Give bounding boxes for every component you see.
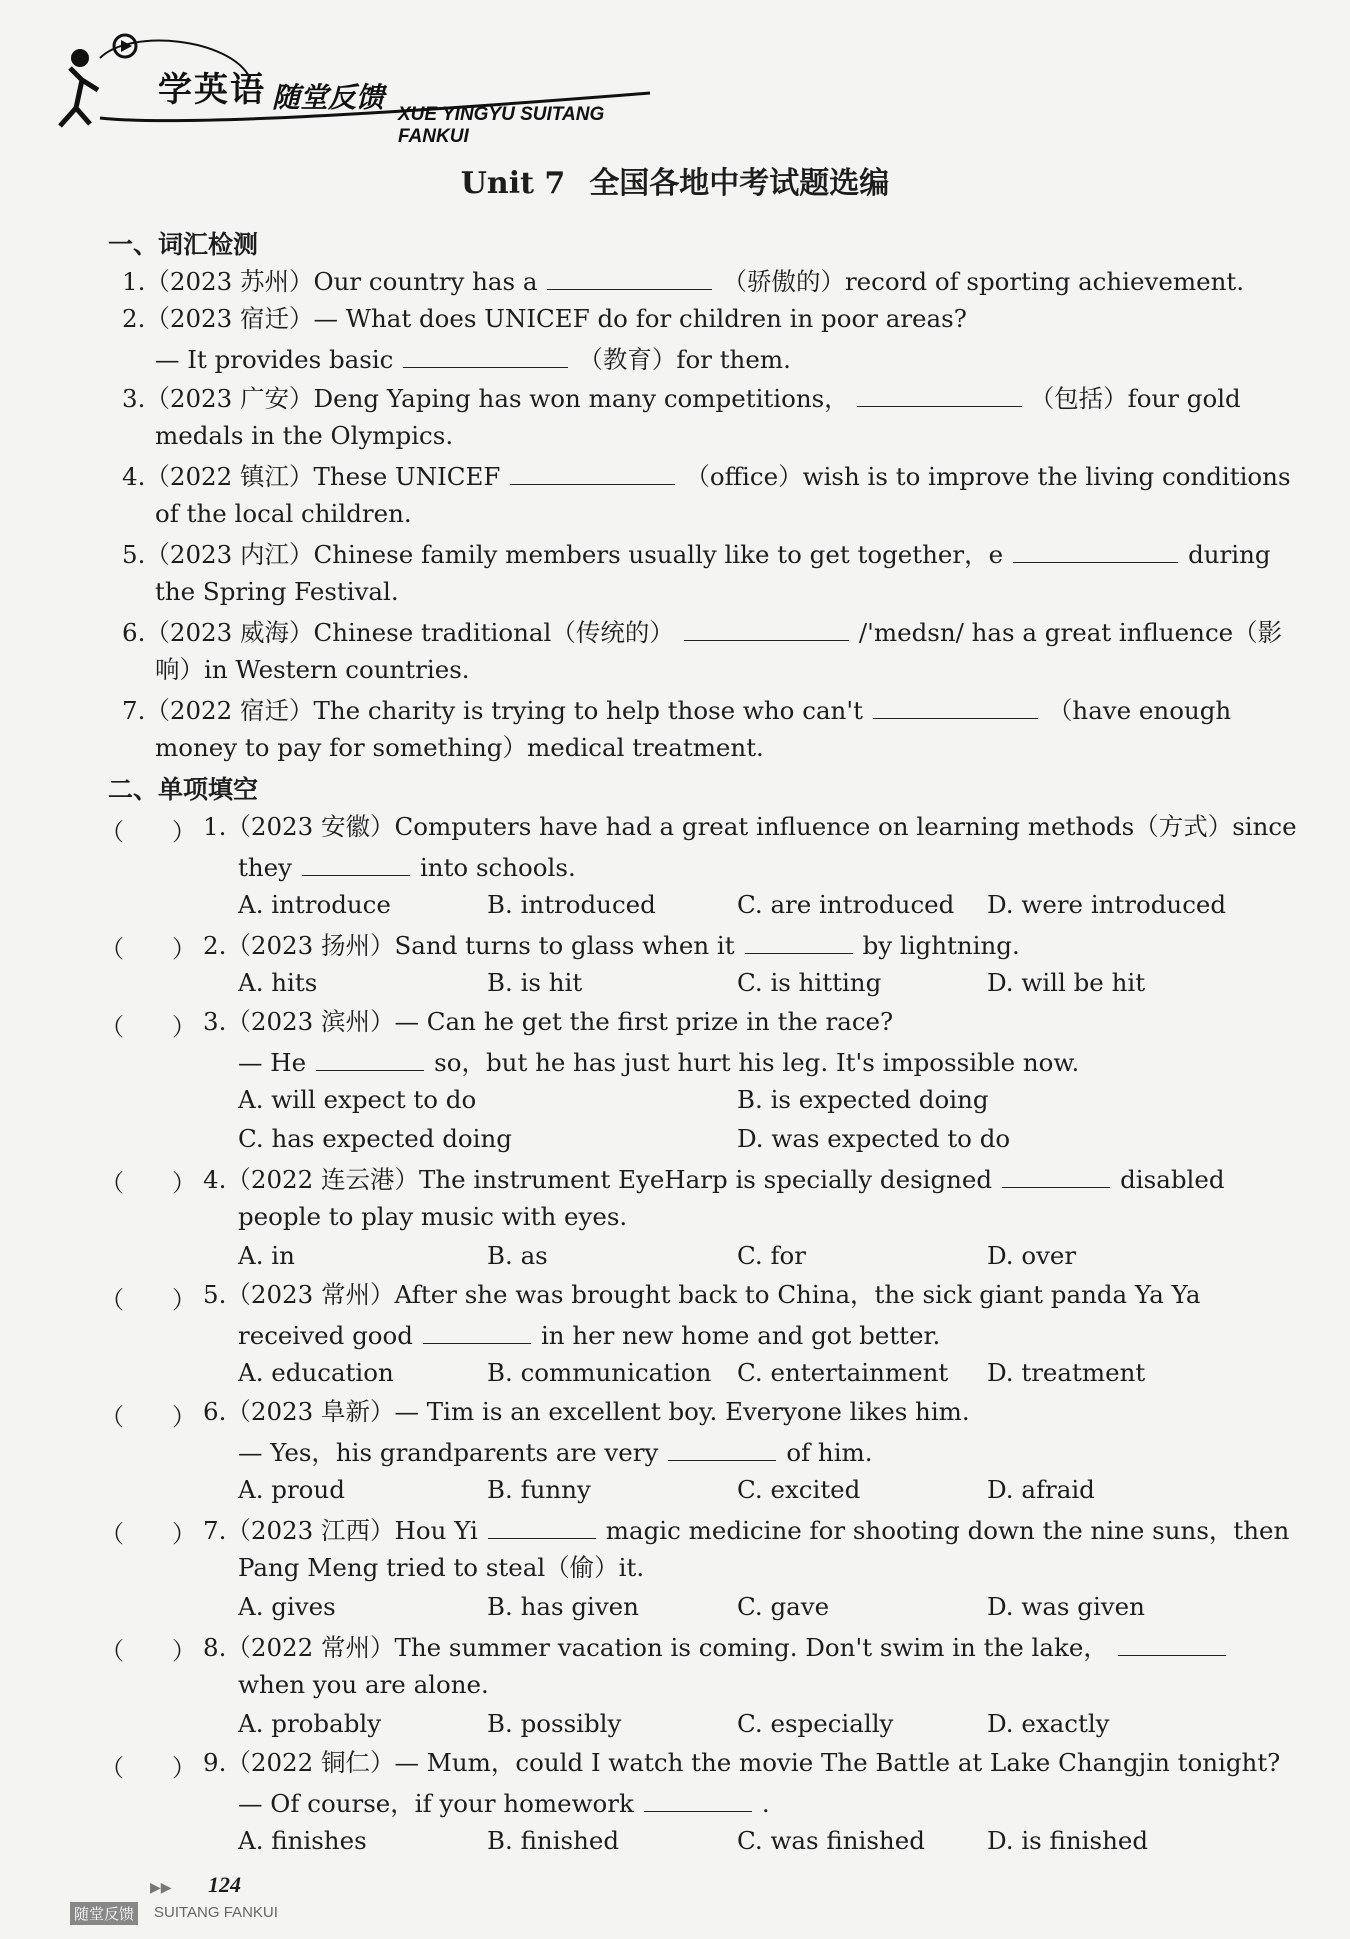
question-text: .	[761, 1789, 770, 1818]
question-stem-line	[238, 1670, 489, 1700]
option-c[interactable]: C. especially	[737, 1709, 894, 1738]
question-stem-line	[203, 1007, 893, 1037]
section-heading-vocab: 一、词汇检测	[108, 230, 259, 259]
question-text: 3.（2023 滨州）— Can he get the first prize in the race?	[203, 1007, 894, 1036]
option-b[interactable]: B. funny	[487, 1475, 591, 1504]
option-b[interactable]: B. as	[487, 1241, 548, 1270]
question-text: magic medicine for shooting down the nine suns，then	[605, 1516, 1290, 1545]
question-text: 1.（2023 安徽）Computers have had a great influence on learning methods（方式）since	[203, 812, 1297, 841]
vocab-text: （包括）four gold	[1029, 384, 1241, 413]
answer-blank[interactable]	[403, 343, 568, 368]
question-stem-line	[203, 812, 1297, 842]
page-number: 124	[208, 1872, 241, 1897]
header-subtitle-cn: 随堂反馈	[272, 81, 385, 114]
question-stem-line	[203, 1397, 970, 1427]
answer-blank[interactable]	[316, 1046, 424, 1071]
vocab-text: 7.（2022 宿迁）The charity is trying to help those who can't	[122, 696, 863, 725]
vocab-text: 1.（2023 苏州）Our country has a	[122, 267, 538, 296]
vocab-text: during	[1188, 540, 1271, 569]
answer-blank[interactable]	[1013, 538, 1178, 563]
option-a[interactable]: A. proud	[238, 1475, 345, 1504]
vocab-line	[155, 577, 399, 607]
question-text: 8.（2022 常州）The summer vacation is coming. Don't swim in the lake，	[203, 1633, 1108, 1662]
question-stem-line	[203, 1631, 1236, 1663]
question-text: of him.	[786, 1438, 873, 1467]
page-title	[0, 158, 1350, 202]
option-b[interactable]: B. has given	[487, 1592, 639, 1621]
vocab-line	[122, 694, 1231, 726]
option-d[interactable]: D. treatment	[987, 1358, 1146, 1387]
question-stem-line	[238, 1553, 644, 1583]
answer-blank[interactable]	[873, 694, 1038, 719]
answer-blank[interactable]	[1118, 1631, 1226, 1656]
vocab-line	[122, 616, 1282, 648]
question-text: disabled	[1120, 1165, 1225, 1194]
question-stem-line	[238, 1202, 627, 1232]
option-a[interactable]: A. hits	[238, 968, 318, 997]
option-a[interactable]: A. introduce	[238, 890, 391, 919]
vocab-text: — It provides basic	[155, 345, 394, 374]
question-stem-line	[203, 1280, 1200, 1310]
option-d[interactable]: D. was expected to do	[737, 1124, 1011, 1153]
option-c[interactable]: C. has expected doing	[238, 1124, 512, 1153]
answer-parenthesis[interactable]: （ ）	[100, 935, 196, 963]
footer-arrow-icon: ▶▶	[150, 1880, 172, 1896]
answer-parenthesis[interactable]: （ ）	[100, 1637, 196, 1665]
option-c[interactable]: C. excited	[737, 1475, 861, 1504]
option-d[interactable]: D. over	[987, 1241, 1077, 1270]
option-d[interactable]: D. were introduced	[987, 890, 1227, 919]
vocab-line	[155, 733, 764, 763]
answer-blank[interactable]	[1002, 1163, 1110, 1188]
option-a[interactable]: A. gives	[238, 1592, 336, 1621]
option-b[interactable]: B. is expected doing	[737, 1085, 989, 1114]
vocab-text: of the local children.	[155, 499, 412, 528]
question-text: people to play music with eyes.	[238, 1202, 628, 1231]
answer-blank[interactable]	[684, 616, 849, 641]
question-text: 5.（2023 常州）After she was brought back to China，the sick giant panda Ya Ya	[203, 1280, 1201, 1309]
answer-parenthesis[interactable]: （ ）	[100, 1013, 196, 1041]
answer-blank[interactable]	[644, 1787, 752, 1812]
answer-blank[interactable]	[857, 382, 1022, 407]
question-text: 6.（2023 阜新）— Tim is an excellent boy. Everyone likes him.	[203, 1397, 970, 1426]
vocab-text: /'medsn/ has a great influence（影	[858, 618, 1283, 647]
question-stem-line	[238, 1787, 770, 1819]
answer-blank[interactable]	[423, 1319, 531, 1344]
question-text: 2.（2023 扬州）Sand turns to glass when it	[203, 931, 735, 960]
question-stem-line	[203, 1514, 1289, 1546]
option-a[interactable]: A. finishes	[238, 1826, 367, 1855]
page-header	[40, 18, 680, 147]
option-a[interactable]: A. in	[238, 1241, 295, 1270]
option-d[interactable]: D. was given	[987, 1592, 1145, 1621]
question-text: they	[238, 853, 292, 882]
option-b[interactable]: B. is hit	[487, 968, 583, 997]
option-c[interactable]: C. is hitting	[737, 968, 882, 997]
section-heading-choice: 二、单项填空	[108, 775, 259, 804]
vocab-line	[122, 382, 1241, 414]
answer-parenthesis[interactable]: （ ）	[100, 818, 196, 846]
vocab-text: 5.（2023 内江）Chinese family members usually like to get together，e	[122, 540, 1004, 569]
question-text: in her new home and got better.	[540, 1321, 941, 1350]
answer-blank[interactable]	[547, 265, 712, 290]
option-c[interactable]: C. entertainment	[737, 1358, 949, 1387]
question-text: into schools.	[419, 853, 576, 882]
answer-blank[interactable]	[302, 851, 410, 876]
question-text: — Yes，his grandparents are very	[238, 1438, 659, 1467]
option-d[interactable]: D. is finished	[987, 1826, 1149, 1855]
answer-parenthesis[interactable]: （ ）	[100, 1286, 196, 1314]
vocab-text: money to pay for something）medical treatment.	[155, 733, 764, 762]
vocab-line	[155, 421, 453, 451]
option-c[interactable]: C. for	[737, 1241, 806, 1270]
vocab-text: （骄傲的）record of sporting achievement.	[722, 267, 1244, 296]
vocab-text: the Spring Festival.	[155, 577, 399, 606]
title-cn: 全国各地中考试题选编	[589, 166, 890, 201]
question-text: by lightning.	[862, 931, 1020, 960]
question-text: received good	[238, 1321, 413, 1350]
option-a[interactable]: A. probably	[238, 1709, 382, 1738]
question-stem-line	[238, 851, 576, 883]
vocab-text: 6.（2023 威海）Chinese traditional（传统的）	[122, 618, 674, 647]
answer-blank[interactable]	[668, 1436, 776, 1461]
vocab-text: 响）in Western countries.	[155, 655, 470, 684]
vocab-line	[155, 343, 791, 375]
question-stem-line	[203, 1163, 1225, 1195]
answer-parenthesis[interactable]: （ ）	[100, 1403, 196, 1431]
header-title-en: XUE YINGYU SUITANG FANKUI	[398, 104, 605, 147]
option-d[interactable]: D. exactly	[987, 1709, 1110, 1738]
vocab-text: （教育）for them.	[578, 345, 791, 374]
question-text: so，but he has just hurt his leg. It's impossible now.	[434, 1048, 1080, 1077]
question-text: — He	[238, 1048, 307, 1077]
vocab-line	[122, 265, 1244, 297]
vocab-text: （have enough	[1047, 696, 1232, 725]
question-text: — Of course，if your homework	[238, 1789, 634, 1818]
option-c[interactable]: C. gave	[737, 1592, 830, 1621]
question-text: Pang Meng tried to steal（偷）it.	[238, 1553, 645, 1582]
option-c[interactable]: C. was finished	[737, 1826, 925, 1855]
vocab-text: （office）wish is to improve the living conditions	[685, 462, 1291, 491]
question-text: 9.（2022 铜仁）— Mum，could I watch the movie The Battle at Lake Changjin tonight?	[203, 1748, 1281, 1777]
footer-tag-en: SUITANG FANKUI	[154, 1904, 278, 1921]
option-c[interactable]: C. are introduced	[737, 890, 955, 919]
question-text: 7.（2023 江西）Hou Yi	[203, 1516, 478, 1545]
option-a[interactable]: A. education	[238, 1358, 394, 1387]
option-b[interactable]: B. finished	[487, 1826, 620, 1855]
vocab-text: 3.（2023 广安）Deng Yaping has won many competitions，	[122, 384, 849, 413]
vocab-line	[155, 655, 470, 685]
option-d[interactable]: D. afraid	[987, 1475, 1095, 1504]
question-stem-line	[203, 1748, 1280, 1778]
answer-blank[interactable]	[510, 460, 675, 485]
question-stem-line	[238, 1436, 873, 1468]
answer-blank[interactable]	[745, 929, 853, 954]
vocab-text: medals in the Olympics.	[155, 421, 454, 450]
question-stem-line	[238, 1046, 1079, 1078]
vocab-text: 2.（2023 宿迁）— What does UNICEF do for children in poor areas?	[122, 304, 967, 333]
answer-parenthesis[interactable]: （ ）	[100, 1169, 196, 1197]
option-a[interactable]: A. will expect to do	[238, 1085, 477, 1114]
vocab-line	[122, 304, 967, 334]
vocab-line	[122, 538, 1271, 570]
question-stem-line	[203, 929, 1020, 961]
question-text: when you are alone.	[238, 1670, 489, 1699]
option-d[interactable]: D. will be hit	[987, 968, 1146, 997]
option-b[interactable]: B. introduced	[487, 890, 656, 919]
answer-blank[interactable]	[488, 1514, 596, 1539]
vocab-line	[155, 499, 412, 529]
question-stem-line	[238, 1319, 940, 1351]
vocab-text: 4.（2022 镇江）These UNICEF	[122, 462, 501, 491]
question-text: 4.（2022 连云港）The instrument EyeHarp is specially designed	[203, 1165, 993, 1194]
unit-label: Unit 7	[460, 166, 566, 201]
footer-tag: 随堂反馈	[70, 1902, 138, 1925]
answer-parenthesis[interactable]: （ ）	[100, 1520, 196, 1548]
header-title-cn: 学英语	[158, 70, 266, 110]
vocab-line	[122, 460, 1291, 492]
answer-parenthesis[interactable]: （ ）	[100, 1754, 196, 1782]
option-b[interactable]: B. possibly	[487, 1709, 622, 1738]
option-b[interactable]: B. communication	[487, 1358, 712, 1387]
